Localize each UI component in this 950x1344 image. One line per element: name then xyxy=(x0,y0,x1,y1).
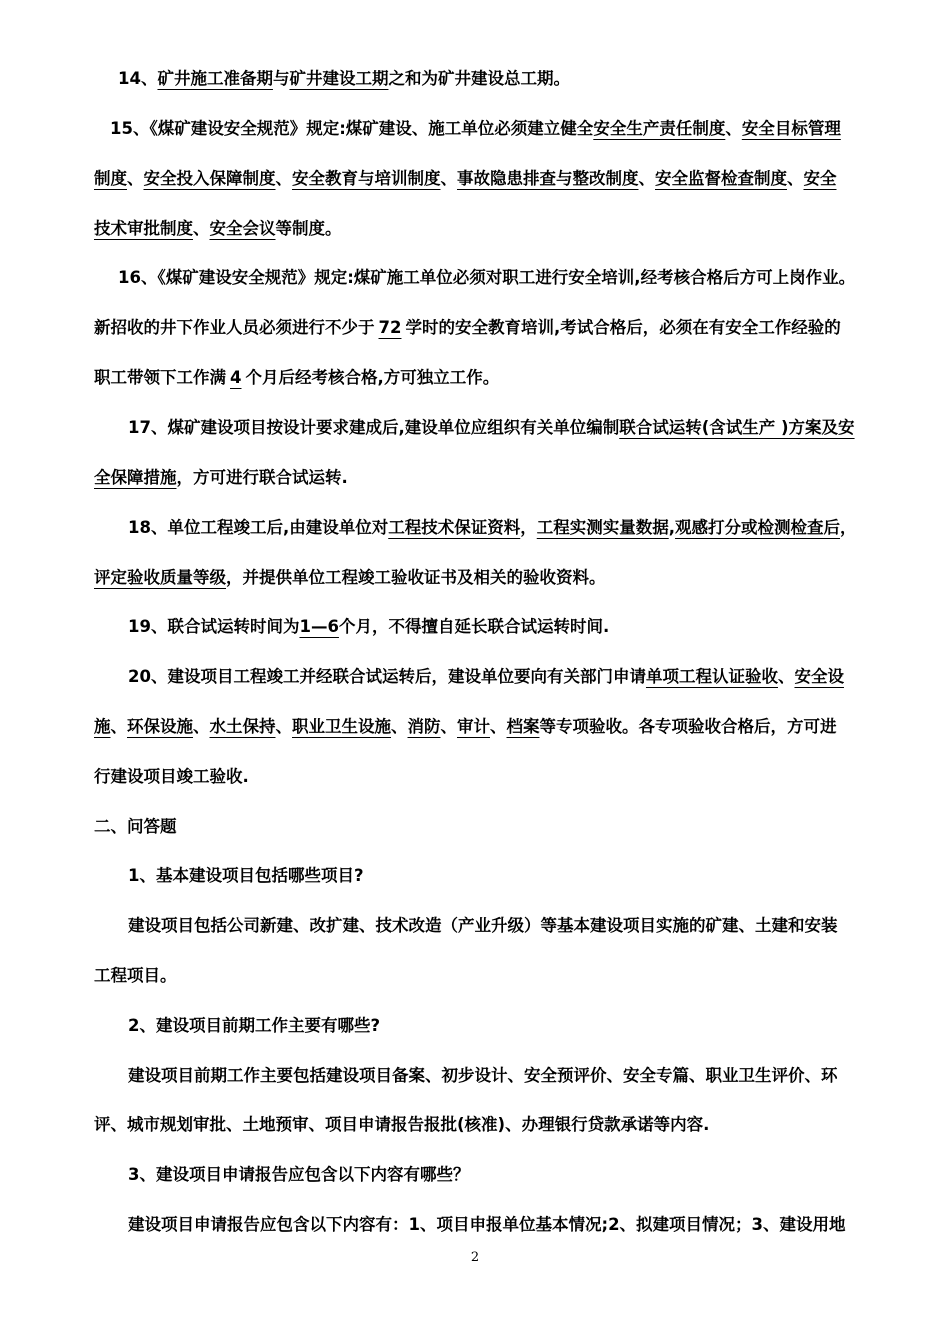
question-2: 2、建设项目前期工作主要有哪些? xyxy=(128,1016,381,1035)
item-number: 14、 xyxy=(118,69,158,88)
underlined-term: 安全目标管理 xyxy=(741,119,841,138)
underlined-term: 安全投入保障制度 xyxy=(143,169,276,188)
underlined-term: 档案 xyxy=(506,717,540,736)
underlined-term: 安全监督检查制度 xyxy=(655,169,787,188)
text: 、 xyxy=(787,169,804,188)
text: 与 xyxy=(272,69,290,88)
underlined-term: 安全生产责任制度 xyxy=(593,119,726,138)
text: 、 xyxy=(110,717,127,736)
text: 新招收的井下作业人员必须进行不少于 xyxy=(94,318,375,337)
text: ，并提供单位工程竣工验收证书及相关的验收资料。 xyxy=(226,568,606,587)
text: 、 xyxy=(391,717,408,736)
underlined-term: 单项工程认证验收 xyxy=(645,667,778,686)
item-15-line-3 xyxy=(94,214,858,244)
item-16-line-1 xyxy=(118,263,858,293)
text: 职工带领下工作满 xyxy=(94,368,226,387)
answer-2-line-1: 建设项目前期工作主要包括建设项目备案、初步设计、安全预评价、安全专篇、职业卫生评价、环 xyxy=(128,1066,838,1085)
underlined-term: 工程技术保证资料 xyxy=(388,518,521,537)
item-15-line-1 xyxy=(110,114,860,144)
answer-2-line-2: 评、城市规划审批、土地预审、项目申请报告报批(核准)、办理银行贷款承诺等内容. xyxy=(94,1115,710,1134)
underlined-term: 安全会议 xyxy=(209,219,276,238)
underlined-term: 评定验收质量等级 xyxy=(94,568,226,587)
item-14 xyxy=(118,64,882,94)
text: , xyxy=(668,518,676,537)
question-3: 3、建设项目申请报告应包含以下内容有哪些？ xyxy=(128,1165,470,1184)
text: 行建设项目竣工验收. xyxy=(94,767,249,786)
text: 、 xyxy=(440,717,457,736)
item-17-line-2 xyxy=(94,463,858,493)
text: 学时的安全教育培训,考试合格后，必须在有安全工作经验的 xyxy=(405,318,841,337)
underlined-value: 1—6 xyxy=(299,617,339,636)
underlined-term: 联合试运转(含试生产 )方案及安 xyxy=(619,418,855,437)
text: 17、煤矿建设项目按设计要求建成后,建设单位应组织有关单位编制 xyxy=(128,418,620,437)
underlined-term: 消防 xyxy=(407,717,441,736)
underlined-value: 72 xyxy=(378,318,402,337)
underlined-value: 4 xyxy=(230,368,242,387)
underlined-term: 事故隐患排查与整改制度 xyxy=(457,169,639,188)
underlined-term: 全保障措施 xyxy=(94,468,177,487)
answer-1-line-2: 工程项目。 xyxy=(94,966,177,985)
item-18-line-2 xyxy=(94,563,858,593)
text: 20、建设项目工程竣工并经联合试运转后，建设单位要向有关部门申请 xyxy=(128,667,646,686)
text: 等制度。 xyxy=(275,219,342,238)
item-20-line-3 xyxy=(94,762,858,792)
text: 、 xyxy=(275,169,292,188)
item-16-line-3 xyxy=(94,363,858,393)
section-heading: 二、问答题 xyxy=(94,817,177,836)
answer-3-line-1: 建设项目申请报告应包含以下内容有：1、项目申报单位基本情况;2、拟建项目情况；3、建设用地 xyxy=(128,1215,846,1234)
underlined-term: 水土保持 xyxy=(209,717,276,736)
answer-1-line-1: 建设项目包括公司新建、改扩建、技术改造（产业升级）等基本建设项目实施的矿建、土建和安装 xyxy=(128,916,838,935)
text: 之和为矿井建设总工期。 xyxy=(388,69,570,88)
text: 19、联合试运转时间为 xyxy=(128,617,300,636)
underlined-term: 安全 xyxy=(803,169,837,188)
text: 、 xyxy=(440,169,457,188)
underlined-term: 观感打分或检测检查后 xyxy=(675,518,841,537)
underlined-term: 安全设 xyxy=(794,667,844,686)
underlined-term: 技术审批制度 xyxy=(94,219,193,238)
text: 、 xyxy=(777,667,795,686)
text: 、 xyxy=(638,169,655,188)
text: 个月后经考核合格,方可独立工作。 xyxy=(245,368,500,387)
item-18-line-1 xyxy=(128,513,858,543)
underlined-term: 施 xyxy=(94,717,111,736)
text: ， xyxy=(520,518,537,537)
text: 、 xyxy=(490,717,507,736)
text: 15、《煤矿建设安全规范》规定:煤矿建设、施工单位必须建立健全 xyxy=(110,119,594,138)
text: 18、单位工程竣工后,由建设单位对 xyxy=(128,518,389,537)
underlined-term: 工程实测实量数据 xyxy=(536,518,669,537)
question-1: 1、基本建设项目包括哪些项目? xyxy=(128,866,364,885)
underlined-term: 制度 xyxy=(94,169,127,188)
item-19 xyxy=(128,612,858,642)
text: 个月，不得擅自延长联合试运转时间. xyxy=(338,617,610,636)
text: 等专项验收。各专项验收合格后，方可进 xyxy=(539,717,837,736)
text: 、 xyxy=(127,169,144,188)
page-number: 2 xyxy=(470,1250,480,1265)
text: ， xyxy=(840,518,857,537)
item-15-line-2 xyxy=(94,164,858,194)
item-17-line-1 xyxy=(128,413,858,443)
text: ，方可进行联合试运转. xyxy=(176,468,348,487)
underlined-term: 审计 xyxy=(457,717,490,736)
underlined-term: 职业卫生设施 xyxy=(292,717,391,736)
underlined-term: 安全教育与培训制度 xyxy=(292,169,441,188)
underlined-term: 环保设施 xyxy=(127,717,193,736)
item-16-line-2 xyxy=(94,313,858,343)
text: 、 xyxy=(725,119,742,138)
underlined-term: 矿井建设工期 xyxy=(289,69,389,88)
text: 、 xyxy=(193,717,210,736)
text: 16、《煤矿建设安全规范》规定:煤矿施工单位必须对职工进行安全培训,经考核合格后方可上岗作业。 xyxy=(118,268,856,287)
underlined-term: 矿井施工准备期 xyxy=(157,69,273,88)
text: 、 xyxy=(193,219,210,238)
item-20-line-1 xyxy=(128,662,858,692)
text: 、 xyxy=(275,717,292,736)
item-20-line-2 xyxy=(94,712,858,742)
